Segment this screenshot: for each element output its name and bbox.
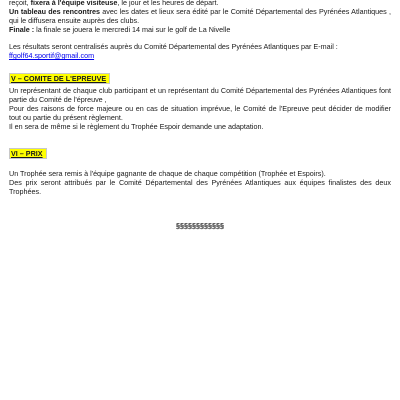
results-email-link[interactable]: ffgolf64.sportif@gmail.com bbox=[9, 51, 95, 60]
section-6-para-1: Un Trophée sera remis à l'équipe gagnante de chaque de chaque compétition (Trophée et Espoirs). bbox=[9, 169, 326, 178]
results-email-line bbox=[9, 51, 391, 60]
section-6-para-2: Des prix seront attribués par le Comité Départemental des Pyrénées Atlantiques aux équipes finalistes des deux Trophées. bbox=[9, 178, 391, 196]
section-5-para-3: Il en sera de même si le règlement du Trophée Espoir demande une adaptation. bbox=[9, 122, 264, 131]
finale-text: la finale se jouera le mercredi 14 mai sur le golf de La Nivelle bbox=[34, 25, 231, 34]
closing-mark: §§§§§§§§§§§§ bbox=[176, 221, 224, 231]
document-page bbox=[9, 0, 391, 237]
tableau-paragraph bbox=[9, 7, 391, 25]
tableau-text: avec les dates et lieux sera édité par le Comité Départemental des Pyrénées Atlantiques , qui le diffusera ensuite auprès des clubs. bbox=[9, 7, 391, 25]
tableau-label: Un tableau des rencontres bbox=[9, 7, 101, 16]
intro-line-1 bbox=[9, 0, 391, 7]
section-6-heading: VI – PRIX bbox=[9, 148, 47, 159]
results-text: Les résultats seront centralisés auprès du Comité Départemental des Pyrénées Atlantiques par E-mail : bbox=[9, 42, 338, 51]
intro-bold: fixera à l'équipe visiteuse bbox=[30, 0, 118, 7]
section-5-heading: V – COMITE DE L'EPREUVE bbox=[9, 73, 110, 84]
intro-prefix: reçoit, bbox=[9, 0, 31, 7]
intro-suffix: , le jour et les heures de départ. bbox=[117, 0, 219, 7]
section-5-para-2: Pour des raisons de force majeure ou en cas de situation imprévue, le Comité de l'Epreuve peut décider de modifier tout ou partie du présent règlement. bbox=[9, 104, 391, 122]
finale-paragraph bbox=[9, 25, 391, 34]
finale-label: Finale : bbox=[9, 25, 35, 34]
section-5-para-1: Un représentant de chaque club participant et un représentant du Comité Départemental des Pyrénées Atlantiques font partie du Comité de l'épreuve , bbox=[9, 86, 391, 104]
